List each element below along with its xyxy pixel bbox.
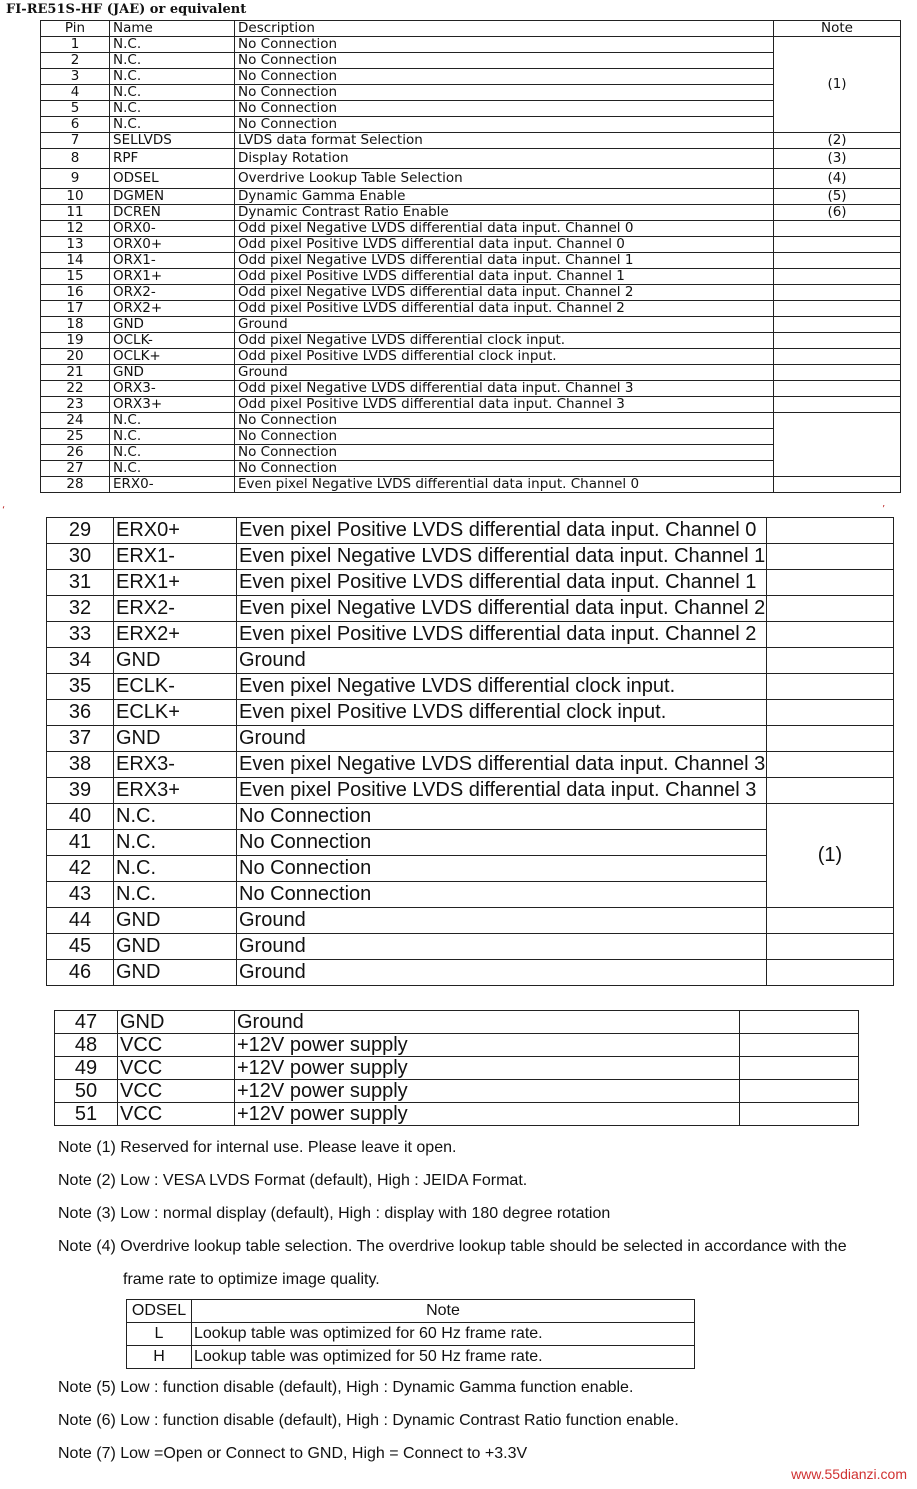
pin-number: 41 <box>47 830 114 856</box>
pin-description: No Connection <box>235 85 774 101</box>
pin-name: N.C. <box>110 85 235 101</box>
table-row <box>55 1011 859 1034</box>
table-row <box>41 365 901 381</box>
pin-description: No Connection <box>237 804 767 830</box>
pin-name: N.C. <box>110 117 235 133</box>
pin-name: N.C. <box>110 461 235 477</box>
pin-note: (1) <box>774 37 901 133</box>
table-row <box>47 544 894 570</box>
pin-note <box>774 349 901 365</box>
pin-number: 26 <box>41 445 110 461</box>
pin-number: 45 <box>47 934 114 960</box>
red-tick-mark-right: ’ <box>882 504 886 515</box>
pin-description: Odd pixel Negative LVDS differential data input. Channel 0 <box>235 221 774 237</box>
pin-note: (3) <box>774 149 901 169</box>
pin-note <box>767 518 894 544</box>
pin-name: VCC <box>118 1034 235 1057</box>
pin-name: ERX1- <box>114 544 237 570</box>
note-5: Note (5) Low : function disable (default), High : Dynamic Gamma function enable. <box>58 1379 634 1396</box>
pin-description: Even pixel Negative LVDS differential data input. Channel 0 <box>235 477 774 493</box>
pin-note <box>774 301 901 317</box>
header-name: Name <box>110 21 235 37</box>
pin-description: No Connection <box>235 461 774 477</box>
table-row <box>41 169 901 189</box>
pin-note <box>740 1011 859 1034</box>
pin-table-part-1 <box>40 20 901 493</box>
pin-number: 11 <box>41 205 110 221</box>
pin-name: DGMEN <box>110 189 235 205</box>
pin-number: 42 <box>47 856 114 882</box>
odsel-note: Lookup table was optimized for 60 Hz frame rate. <box>192 1323 695 1346</box>
header-pin: Pin <box>41 21 110 37</box>
table-row <box>41 237 901 253</box>
pin-description: No Connection <box>235 69 774 85</box>
pin-description: Ground <box>235 1011 740 1034</box>
pin-number: 16 <box>41 285 110 301</box>
table-row <box>47 960 894 986</box>
pin-number: 24 <box>41 413 110 429</box>
pin-note <box>774 269 901 285</box>
pin-number: 36 <box>47 700 114 726</box>
pin-name: VCC <box>118 1057 235 1080</box>
pin-number: 47 <box>55 1011 118 1034</box>
pin-name: ERX1+ <box>114 570 237 596</box>
pin-description: Dynamic Contrast Ratio Enable <box>235 205 774 221</box>
table-row <box>41 445 901 461</box>
pin-number: 40 <box>47 804 114 830</box>
table-row <box>41 69 901 85</box>
pin-note: (2) <box>774 133 901 149</box>
header-odsel: ODSEL <box>127 1300 192 1323</box>
pin-name: N.C. <box>110 101 235 117</box>
pin-number: 7 <box>41 133 110 149</box>
pin-description: Even pixel Positive LVDS differential data input. Channel 0 <box>237 518 767 544</box>
table-row <box>55 1080 859 1103</box>
table-row <box>41 269 901 285</box>
table-row <box>55 1103 859 1126</box>
table-row <box>127 1346 695 1369</box>
odsel-note: Lookup table was optimized for 50 Hz frame rate. <box>192 1346 695 1369</box>
table-row <box>47 908 894 934</box>
pin-description: Ground <box>235 365 774 381</box>
pin-name: N.C. <box>110 413 235 429</box>
pin-description: No Connection <box>235 101 774 117</box>
pin-name: ECLK- <box>114 674 237 700</box>
pin-number: 49 <box>55 1057 118 1080</box>
pin-description: No Connection <box>237 856 767 882</box>
table-row <box>47 596 894 622</box>
table-row <box>41 253 901 269</box>
pin-note <box>740 1034 859 1057</box>
connector-title: FI-RE51S-HF (JAE) or equivalent <box>6 2 247 17</box>
table-row <box>47 856 894 882</box>
pin-description: No Connection <box>235 117 774 133</box>
pin-number: 18 <box>41 317 110 333</box>
pin-description: No Connection <box>235 53 774 69</box>
table-row <box>41 221 901 237</box>
pin-note <box>740 1103 859 1126</box>
pin-description: Odd pixel Positive LVDS differential clock input. <box>235 349 774 365</box>
pin-number: 9 <box>41 169 110 189</box>
pin-note <box>767 648 894 674</box>
pin-name: GND <box>110 365 235 381</box>
pin-description: +12V power supply <box>235 1080 740 1103</box>
pin-number: 51 <box>55 1103 118 1126</box>
pin-table-part-3 <box>54 1010 859 1126</box>
pin-number: 15 <box>41 269 110 285</box>
pin-number: 44 <box>47 908 114 934</box>
pin-description: Ground <box>235 317 774 333</box>
table-row <box>41 461 901 477</box>
pin-description: Odd pixel Negative LVDS differential data input. Channel 3 <box>235 381 774 397</box>
pin-description: LVDS data format Selection <box>235 133 774 149</box>
table-row <box>55 1034 859 1057</box>
header-note: Note <box>774 21 901 37</box>
pin-number: 3 <box>41 69 110 85</box>
table-row <box>41 381 901 397</box>
pin-name: ECLK+ <box>114 700 237 726</box>
note-4: Note (4) Overdrive lookup table selection. The overdrive lookup table should be selected in accordance with the <box>58 1238 847 1255</box>
pin-description: Odd pixel Negative LVDS differential data input. Channel 1 <box>235 253 774 269</box>
pin-number: 29 <box>47 518 114 544</box>
pin-description: Odd pixel Positive LVDS differential data input. Channel 1 <box>235 269 774 285</box>
table-row <box>47 622 894 648</box>
pin-note <box>767 674 894 700</box>
table-row <box>47 700 894 726</box>
pin-description: Overdrive Lookup Table Selection <box>235 169 774 189</box>
pin-note: (4) <box>774 169 901 189</box>
odsel-value: L <box>127 1323 192 1346</box>
pin-number: 37 <box>47 726 114 752</box>
pin-name: ODSEL <box>110 169 235 189</box>
table-row <box>41 413 901 429</box>
table-row <box>47 648 894 674</box>
pin-name: ERX3- <box>114 752 237 778</box>
pin-description: Odd pixel Negative LVDS differential data input. Channel 2 <box>235 285 774 301</box>
pin-note: (5) <box>774 189 901 205</box>
pin-note <box>767 570 894 596</box>
pin-number: 22 <box>41 381 110 397</box>
pin-name: GND <box>110 317 235 333</box>
pin-number: 20 <box>41 349 110 365</box>
pin-note <box>774 397 901 413</box>
table-header-row <box>41 21 901 37</box>
pin-name: ORX0+ <box>110 237 235 253</box>
note-4-continued: frame rate to optimize image quality. <box>123 1271 380 1288</box>
pin-number: 1 <box>41 37 110 53</box>
pin-description: Ground <box>237 960 767 986</box>
pin-description: Even pixel Positive LVDS differential data input. Channel 3 <box>237 778 767 804</box>
pin-name: GND <box>114 726 237 752</box>
pin-name: ERX0+ <box>114 518 237 544</box>
pin-note <box>767 778 894 804</box>
pin-description: +12V power supply <box>235 1034 740 1057</box>
table-row <box>41 37 901 53</box>
pin-number: 48 <box>55 1034 118 1057</box>
table-row <box>41 477 901 493</box>
pin-name: GND <box>114 648 237 674</box>
pin-number: 19 <box>41 333 110 349</box>
pin-number: 38 <box>47 752 114 778</box>
pin-name: OCLK+ <box>110 349 235 365</box>
pin-number: 5 <box>41 101 110 117</box>
pin-name: ERX2+ <box>114 622 237 648</box>
pin-name: VCC <box>118 1080 235 1103</box>
pin-number: 31 <box>47 570 114 596</box>
pin-description: Ground <box>237 934 767 960</box>
table-row <box>41 317 901 333</box>
pin-note <box>774 221 901 237</box>
pin-note <box>767 596 894 622</box>
pin-note <box>767 934 894 960</box>
pin-name: N.C. <box>110 429 235 445</box>
pin-description: +12V power supply <box>235 1057 740 1080</box>
table-row <box>41 285 901 301</box>
table-row <box>41 205 901 221</box>
note-7: Note (7) Low =Open or Connect to GND, High = Connect to +3.3V <box>58 1445 528 1462</box>
pin-note <box>767 908 894 934</box>
table-row <box>47 804 894 830</box>
pin-note <box>740 1057 859 1080</box>
pin-name: GND <box>118 1011 235 1034</box>
pin-note: (1) <box>767 804 894 908</box>
table-row <box>41 117 901 133</box>
pin-number: 43 <box>47 882 114 908</box>
pin-description: Odd pixel Positive LVDS differential data input. Channel 0 <box>235 237 774 253</box>
pin-number: 4 <box>41 85 110 101</box>
pin-description: Even pixel Positive LVDS differential clock input. <box>237 700 767 726</box>
pin-note <box>774 333 901 349</box>
pin-name: GND <box>114 960 237 986</box>
pin-name: N.C. <box>110 37 235 53</box>
note-3: Note (3) Low : normal display (default), High : display with 180 degree rotation <box>58 1205 611 1222</box>
pin-description: Ground <box>237 908 767 934</box>
pin-note <box>740 1080 859 1103</box>
table-row <box>127 1323 695 1346</box>
pin-number: 50 <box>55 1080 118 1103</box>
red-tick-mark-left: ‘ <box>2 505 6 516</box>
table-row <box>41 53 901 69</box>
pin-number: 10 <box>41 189 110 205</box>
table-row <box>41 429 901 445</box>
table-row <box>47 882 894 908</box>
pin-description: No Connection <box>237 830 767 856</box>
odsel-table <box>126 1299 695 1369</box>
pin-note <box>774 365 901 381</box>
pin-name: ORX0- <box>110 221 235 237</box>
table-row <box>41 189 901 205</box>
pin-description: +12V power supply <box>235 1103 740 1126</box>
pin-description: Even pixel Negative LVDS differential data input. Channel 1 <box>237 544 767 570</box>
pin-number: 35 <box>47 674 114 700</box>
table-row <box>41 101 901 117</box>
pin-name: GND <box>114 934 237 960</box>
pin-number: 39 <box>47 778 114 804</box>
pin-name: N.C. <box>110 445 235 461</box>
pin-name: ORX2- <box>110 285 235 301</box>
pin-name: GND <box>114 908 237 934</box>
header-description: Description <box>235 21 774 37</box>
site-watermark: www.55dianzi.com <box>791 1466 907 1482</box>
pin-note: (6) <box>774 205 901 221</box>
pin-name: RPF <box>110 149 235 169</box>
pin-description: Even pixel Positive LVDS differential data input. Channel 2 <box>237 622 767 648</box>
pin-description: Even pixel Positive LVDS differential data input. Channel 1 <box>237 570 767 596</box>
note-2: Note (2) Low : VESA LVDS Format (default), High : JEIDA Format. <box>58 1172 528 1189</box>
pin-name: ORX1+ <box>110 269 235 285</box>
pin-note <box>767 544 894 570</box>
pin-description: No Connection <box>237 882 767 908</box>
pin-name: N.C. <box>114 830 237 856</box>
pin-number: 12 <box>41 221 110 237</box>
table-row <box>41 85 901 101</box>
pin-name: OCLK- <box>110 333 235 349</box>
pin-description: Ground <box>237 648 767 674</box>
table-row <box>47 830 894 856</box>
table-row <box>47 674 894 700</box>
pin-number: 30 <box>47 544 114 570</box>
pin-note <box>774 413 901 477</box>
pin-description: Odd pixel Negative LVDS differential clock input. <box>235 333 774 349</box>
table-row <box>47 518 894 544</box>
pin-description: Odd pixel Positive LVDS differential data input. Channel 2 <box>235 301 774 317</box>
note-6: Note (6) Low : function disable (default), High : Dynamic Contrast Ratio function enable. <box>58 1412 679 1429</box>
table-row <box>41 149 901 169</box>
pin-description: Even pixel Negative LVDS differential data input. Channel 3 <box>237 752 767 778</box>
pin-number: 28 <box>41 477 110 493</box>
pin-name: DCREN <box>110 205 235 221</box>
pin-note <box>767 960 894 986</box>
table-row <box>47 570 894 596</box>
pin-number: 21 <box>41 365 110 381</box>
pin-table-part-2 <box>46 517 894 986</box>
table-row <box>41 349 901 365</box>
pin-name: N.C. <box>114 856 237 882</box>
pin-name: VCC <box>118 1103 235 1126</box>
pin-description: Odd pixel Positive LVDS differential data input. Channel 3 <box>235 397 774 413</box>
pin-name: N.C. <box>110 69 235 85</box>
table-row <box>41 333 901 349</box>
pin-description: No Connection <box>235 37 774 53</box>
pin-name: ORX1- <box>110 253 235 269</box>
pin-description: Dynamic Gamma Enable <box>235 189 774 205</box>
pin-name: N.C. <box>114 804 237 830</box>
table-row <box>47 778 894 804</box>
pin-description: No Connection <box>235 413 774 429</box>
pin-description: No Connection <box>235 429 774 445</box>
pin-number: 13 <box>41 237 110 253</box>
pin-number: 8 <box>41 149 110 169</box>
pin-description: No Connection <box>235 445 774 461</box>
pin-name: SELLVDS <box>110 133 235 149</box>
pin-name: N.C. <box>114 882 237 908</box>
pin-number: 32 <box>47 596 114 622</box>
table-row <box>41 397 901 413</box>
pin-number: 34 <box>47 648 114 674</box>
pin-name: ERX2- <box>114 596 237 622</box>
pin-note <box>767 752 894 778</box>
table-row <box>47 934 894 960</box>
pin-note <box>774 285 901 301</box>
pin-number: 25 <box>41 429 110 445</box>
pin-note <box>774 237 901 253</box>
pin-name: ERX3+ <box>114 778 237 804</box>
pin-number: 2 <box>41 53 110 69</box>
pin-number: 33 <box>47 622 114 648</box>
pin-name: N.C. <box>110 53 235 69</box>
pin-name: ORX3- <box>110 381 235 397</box>
pin-number: 46 <box>47 960 114 986</box>
table-row <box>47 726 894 752</box>
table-row <box>55 1057 859 1080</box>
pin-number: 14 <box>41 253 110 269</box>
table-row <box>41 301 901 317</box>
pin-number: 27 <box>41 461 110 477</box>
pin-note <box>774 477 901 493</box>
table-header-row <box>127 1300 695 1323</box>
pin-name: ORX2+ <box>110 301 235 317</box>
table-row <box>41 133 901 149</box>
pin-note <box>767 700 894 726</box>
pin-description: Ground <box>237 726 767 752</box>
pin-number: 6 <box>41 117 110 133</box>
pin-number: 23 <box>41 397 110 413</box>
note-1: Note (1) Reserved for internal use. Please leave it open. <box>58 1139 457 1156</box>
pin-name: ERX0- <box>110 477 235 493</box>
pin-name: ORX3+ <box>110 397 235 413</box>
pin-note <box>774 253 901 269</box>
pin-note <box>767 726 894 752</box>
pin-description: Even pixel Negative LVDS differential clock input. <box>237 674 767 700</box>
pin-description: Even pixel Negative LVDS differential data input. Channel 2 <box>237 596 767 622</box>
pin-number: 17 <box>41 301 110 317</box>
header-odsel-note: Note <box>192 1300 695 1323</box>
pin-note <box>774 381 901 397</box>
odsel-value: H <box>127 1346 192 1369</box>
table-row <box>47 752 894 778</box>
pin-note <box>767 622 894 648</box>
pin-note <box>774 317 901 333</box>
pin-description: Display Rotation <box>235 149 774 169</box>
